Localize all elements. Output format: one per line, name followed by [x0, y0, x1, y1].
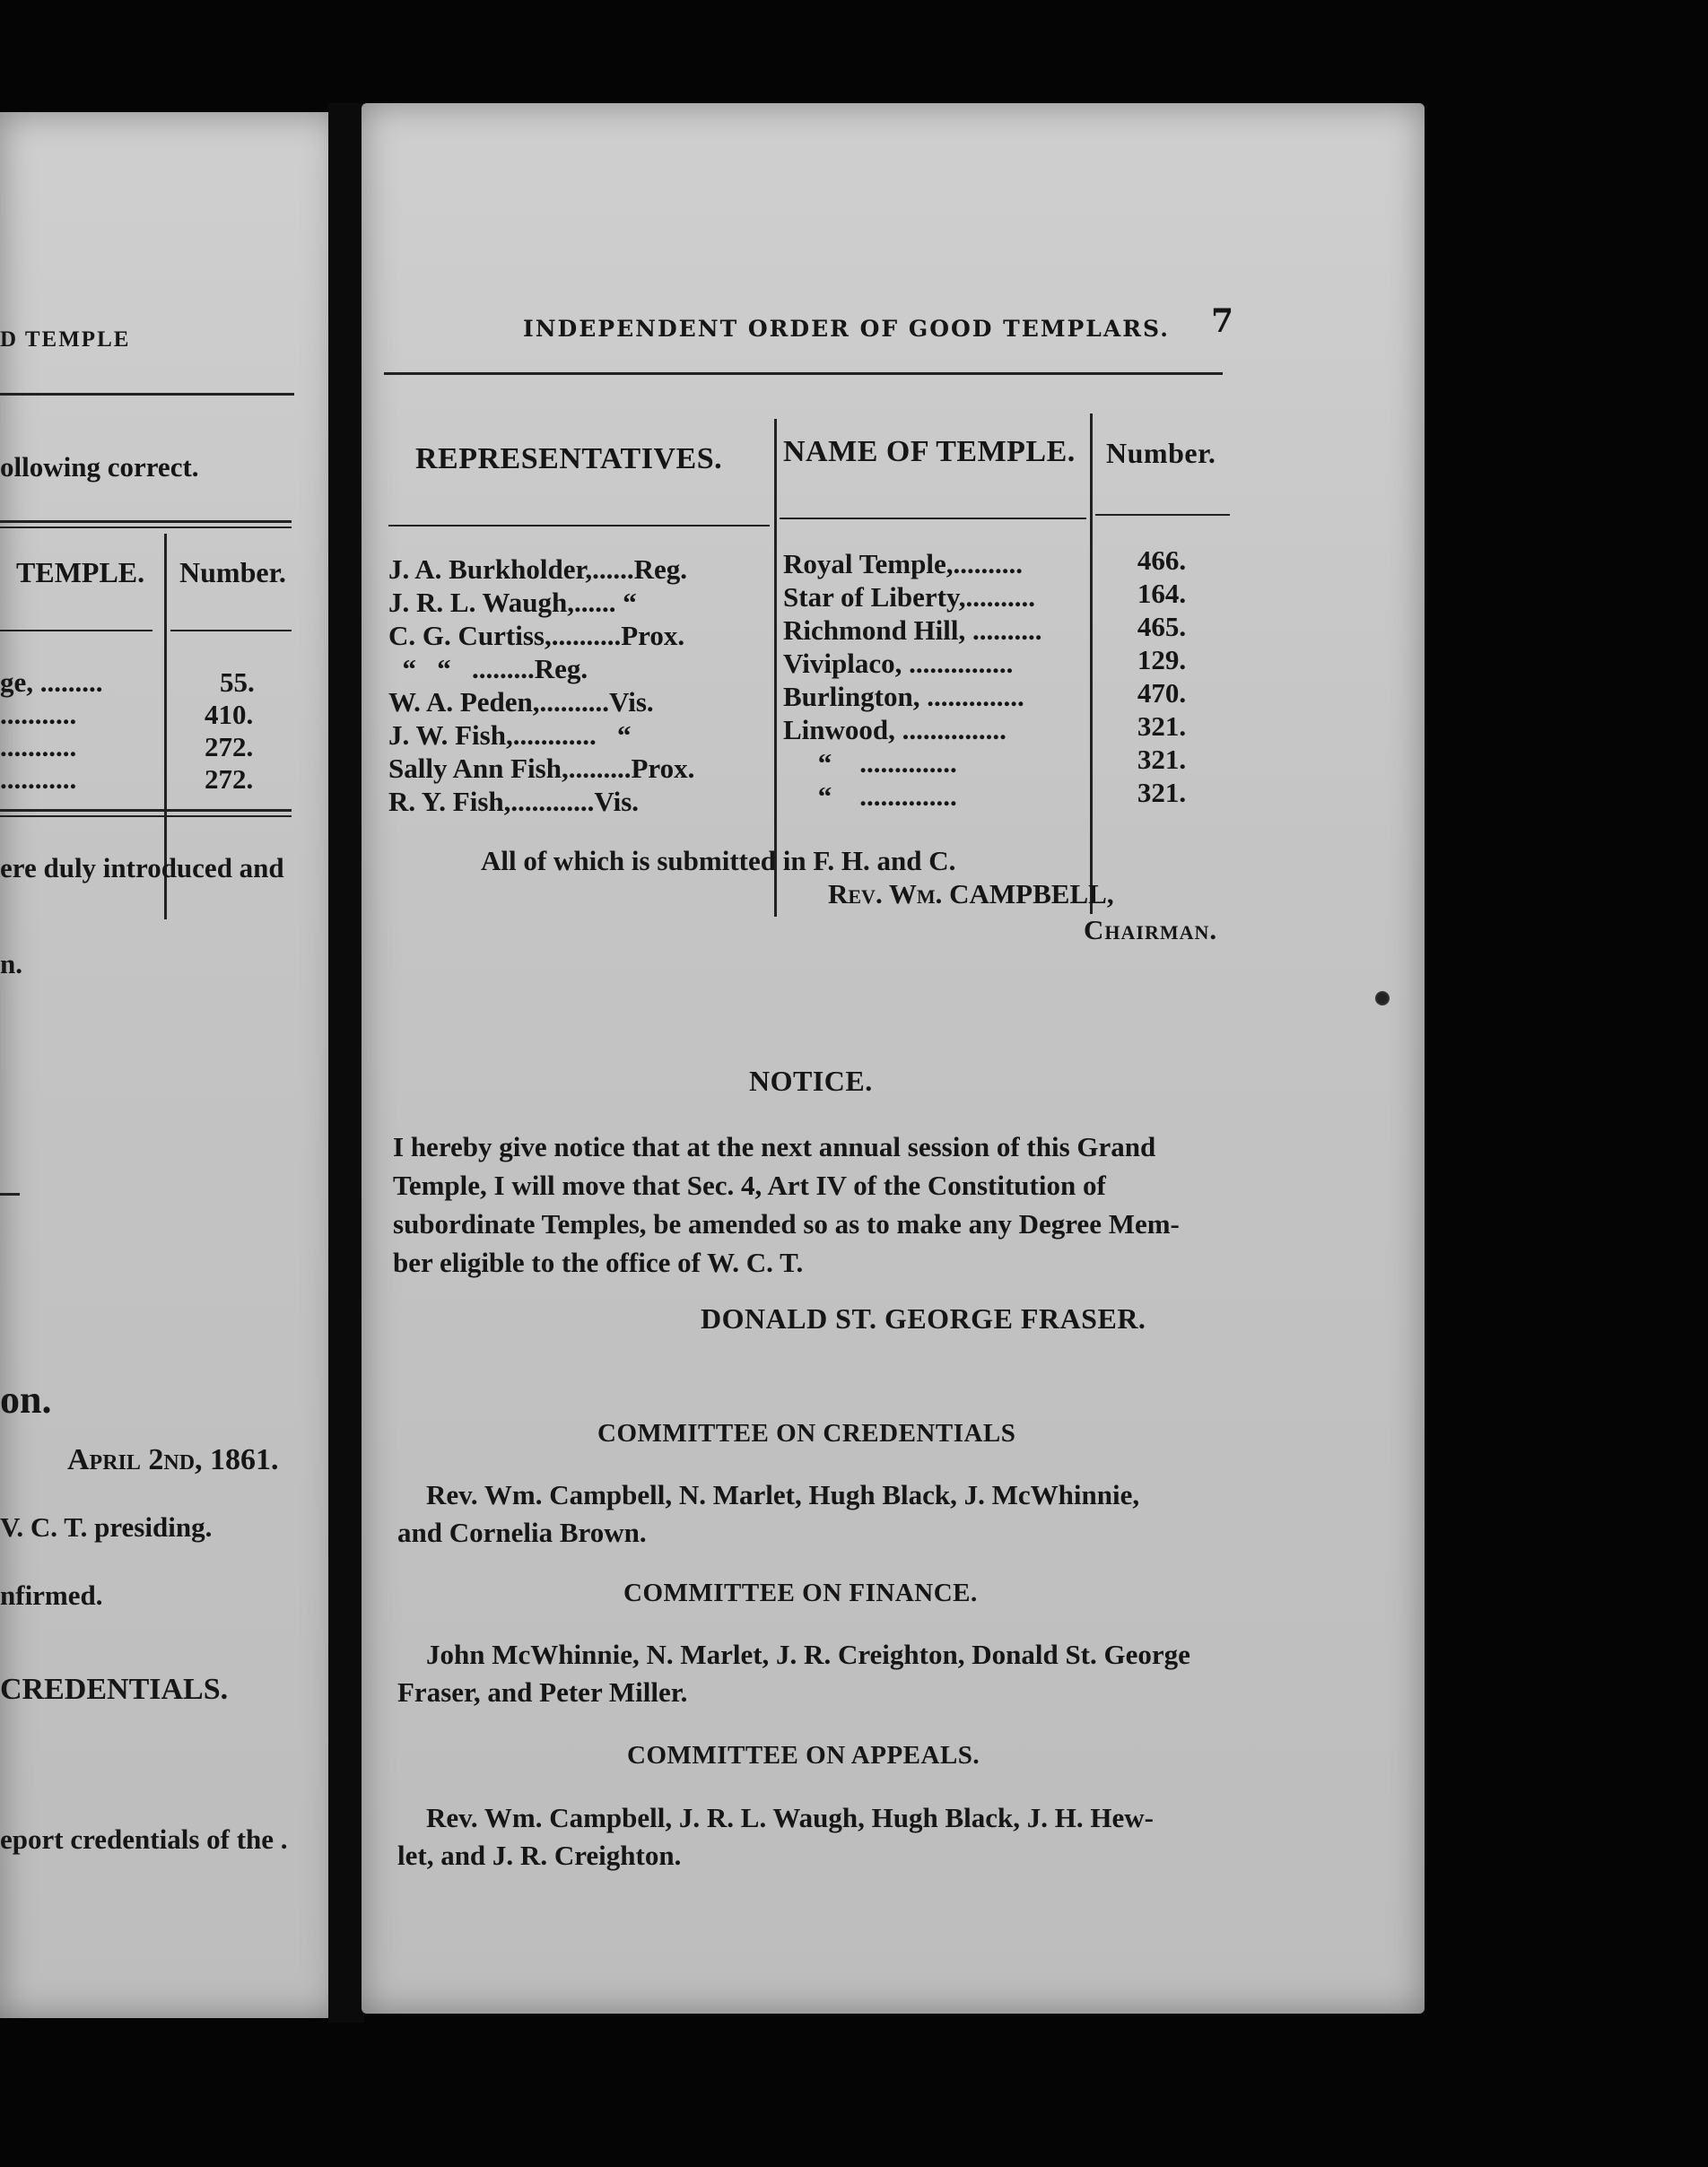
- left-row-temple: ...........: [0, 699, 77, 730]
- rep-cell: “ “ .........Reg.: [388, 653, 588, 684]
- committee-members: and Cornelia Brown.: [397, 1517, 647, 1548]
- left-row-number: 272.: [205, 763, 254, 795]
- page-number: 7: [1211, 302, 1234, 340]
- notice-line: ber eligible to the office of W. C. T.: [393, 1247, 804, 1278]
- notice-line: subordinate Temples, be amended so as to make any Degree Mem-: [393, 1208, 1180, 1240]
- temple-cell: Richmond Hill, ..........: [783, 614, 1042, 646]
- col-divider-2: [1090, 413, 1093, 914]
- rep-cell: J. A. Burkholder,......Reg.: [388, 553, 688, 585]
- left-table-bottom-rule: [0, 809, 292, 812]
- temple-cell: Royal Temple,..........: [783, 548, 1023, 579]
- left-credentials: CREDENTIALS.: [0, 1673, 229, 1706]
- left-intro-fragment: ollowing correct.: [0, 451, 199, 483]
- left-fragment-introduced: ere duly introduced and: [0, 852, 284, 883]
- header-under-rule-1: [388, 525, 770, 527]
- number-cell: 466.: [1137, 544, 1187, 576]
- committee-members: Fraser, and Peter Miller.: [397, 1676, 688, 1708]
- running-head: INDEPENDENT ORDER OF GOOD TEMPLARS.: [523, 316, 1170, 342]
- number-cell: 321.: [1137, 777, 1187, 808]
- number-cell: 470.: [1137, 677, 1187, 709]
- notice-line: Temple, I will move that Sec. 4, Art IV of the Constitution of: [393, 1170, 1106, 1201]
- number-cell: 321.: [1137, 710, 1187, 742]
- committee-members: John McWhinnie, N. Marlet, J. R. Creighton, Donald St. George: [426, 1639, 1190, 1670]
- rep-cell: Sally Ann Fish,.........Prox.: [388, 753, 695, 784]
- left-head-rule: [0, 393, 294, 396]
- header-under-rule-2: [780, 518, 1086, 519]
- col-temple: NAME OF TEMPLE.: [783, 435, 1076, 468]
- submitted-line: All of which is submitted in F. H. and C.: [481, 845, 956, 876]
- head-rule: [384, 372, 1223, 375]
- left-col-number: Number.: [179, 556, 286, 588]
- rep-cell: C. G. Curtiss,..........Prox.: [388, 620, 685, 651]
- left-presiding: V. C. T. presiding.: [0, 1511, 213, 1543]
- rep-cell: W. A. Peden,..........Vis.: [388, 686, 654, 718]
- number-cell: 321.: [1137, 744, 1187, 775]
- right-page: [362, 103, 1425, 2014]
- left-col-temple: TEMPLE.: [16, 556, 145, 588]
- book-gutter: [328, 103, 364, 2023]
- committee-heading: COMMITTEE ON APPEALS.: [627, 1741, 980, 1770]
- left-date: April 2nd, 1861.: [67, 1443, 279, 1476]
- left-row-temple: ge, .........: [0, 666, 103, 698]
- number-cell: 465.: [1137, 611, 1187, 642]
- left-running-head: D TEMPLE: [0, 327, 131, 352]
- committee-heading: COMMITTEE ON CREDENTIALS: [597, 1419, 1016, 1448]
- temple-cell: Burlington, ..............: [783, 681, 1024, 712]
- committee-members: Rev. Wm. Campbell, N. Marlet, Hugh Black, J. McWhinnie,: [426, 1479, 1140, 1510]
- temple-cell: Viviplaco, ...............: [783, 648, 1014, 679]
- rep-cell: J. R. L. Waugh,...... “: [388, 587, 637, 618]
- left-on-heading: on.: [0, 1378, 52, 1422]
- left-row-temple: ...........: [0, 763, 77, 795]
- rep-cell: J. W. Fish,............ “: [388, 719, 632, 751]
- left-report: eport credentials of the .: [0, 1823, 288, 1855]
- col-number: Number.: [1106, 437, 1216, 469]
- left-head-under-rule-a: [0, 630, 152, 631]
- left-page: [0, 112, 339, 2018]
- ink-speck: [1375, 991, 1390, 1005]
- rep-cell: R. Y. Fish,............Vis.: [388, 786, 640, 817]
- left-table-bottom-rule-2: [0, 815, 292, 817]
- left-row-number: 55.: [220, 666, 255, 698]
- left-table-top-rule-2: [0, 527, 292, 528]
- left-fragment-n: n.: [0, 948, 22, 979]
- number-cell: 129.: [1137, 644, 1187, 675]
- header-under-rule-3: [1095, 514, 1230, 516]
- temple-cell: “ ..............: [783, 747, 957, 779]
- temple-cell: Linwood, ...............: [783, 714, 1006, 745]
- signer-title: Chairman.: [1084, 914, 1218, 945]
- temple-cell: “ ..............: [783, 780, 957, 812]
- notice-signer: DONALD ST. GEORGE FRASER.: [701, 1302, 1146, 1335]
- left-row-temple: ...........: [0, 731, 77, 762]
- left-row-number: 272.: [205, 731, 254, 762]
- left-row-number: 410.: [205, 699, 254, 730]
- notice-heading: NOTICE.: [749, 1065, 873, 1097]
- notice-line: I hereby give notice that at the next annual session of this Grand: [393, 1131, 1156, 1162]
- committee-heading: COMMITTEE ON FINANCE.: [623, 1579, 978, 1607]
- left-head-under-rule-b: [170, 630, 292, 631]
- committee-members: Rev. Wm. Campbell, J. R. L. Waugh, Hugh Black, J. H. Hew-: [426, 1802, 1154, 1833]
- col-representatives: REPRESENTATIVES.: [415, 442, 723, 475]
- temple-cell: Star of Liberty,..........: [783, 581, 1035, 613]
- left-dash: [0, 1193, 20, 1196]
- number-cell: 164.: [1137, 578, 1187, 609]
- signer-name: Rev. Wm. CAMPBELL,: [828, 878, 1114, 909]
- left-table-top-rule: [0, 520, 292, 523]
- left-confirmed: nfirmed.: [0, 1580, 103, 1611]
- committee-members: let, and J. R. Creighton.: [397, 1840, 682, 1871]
